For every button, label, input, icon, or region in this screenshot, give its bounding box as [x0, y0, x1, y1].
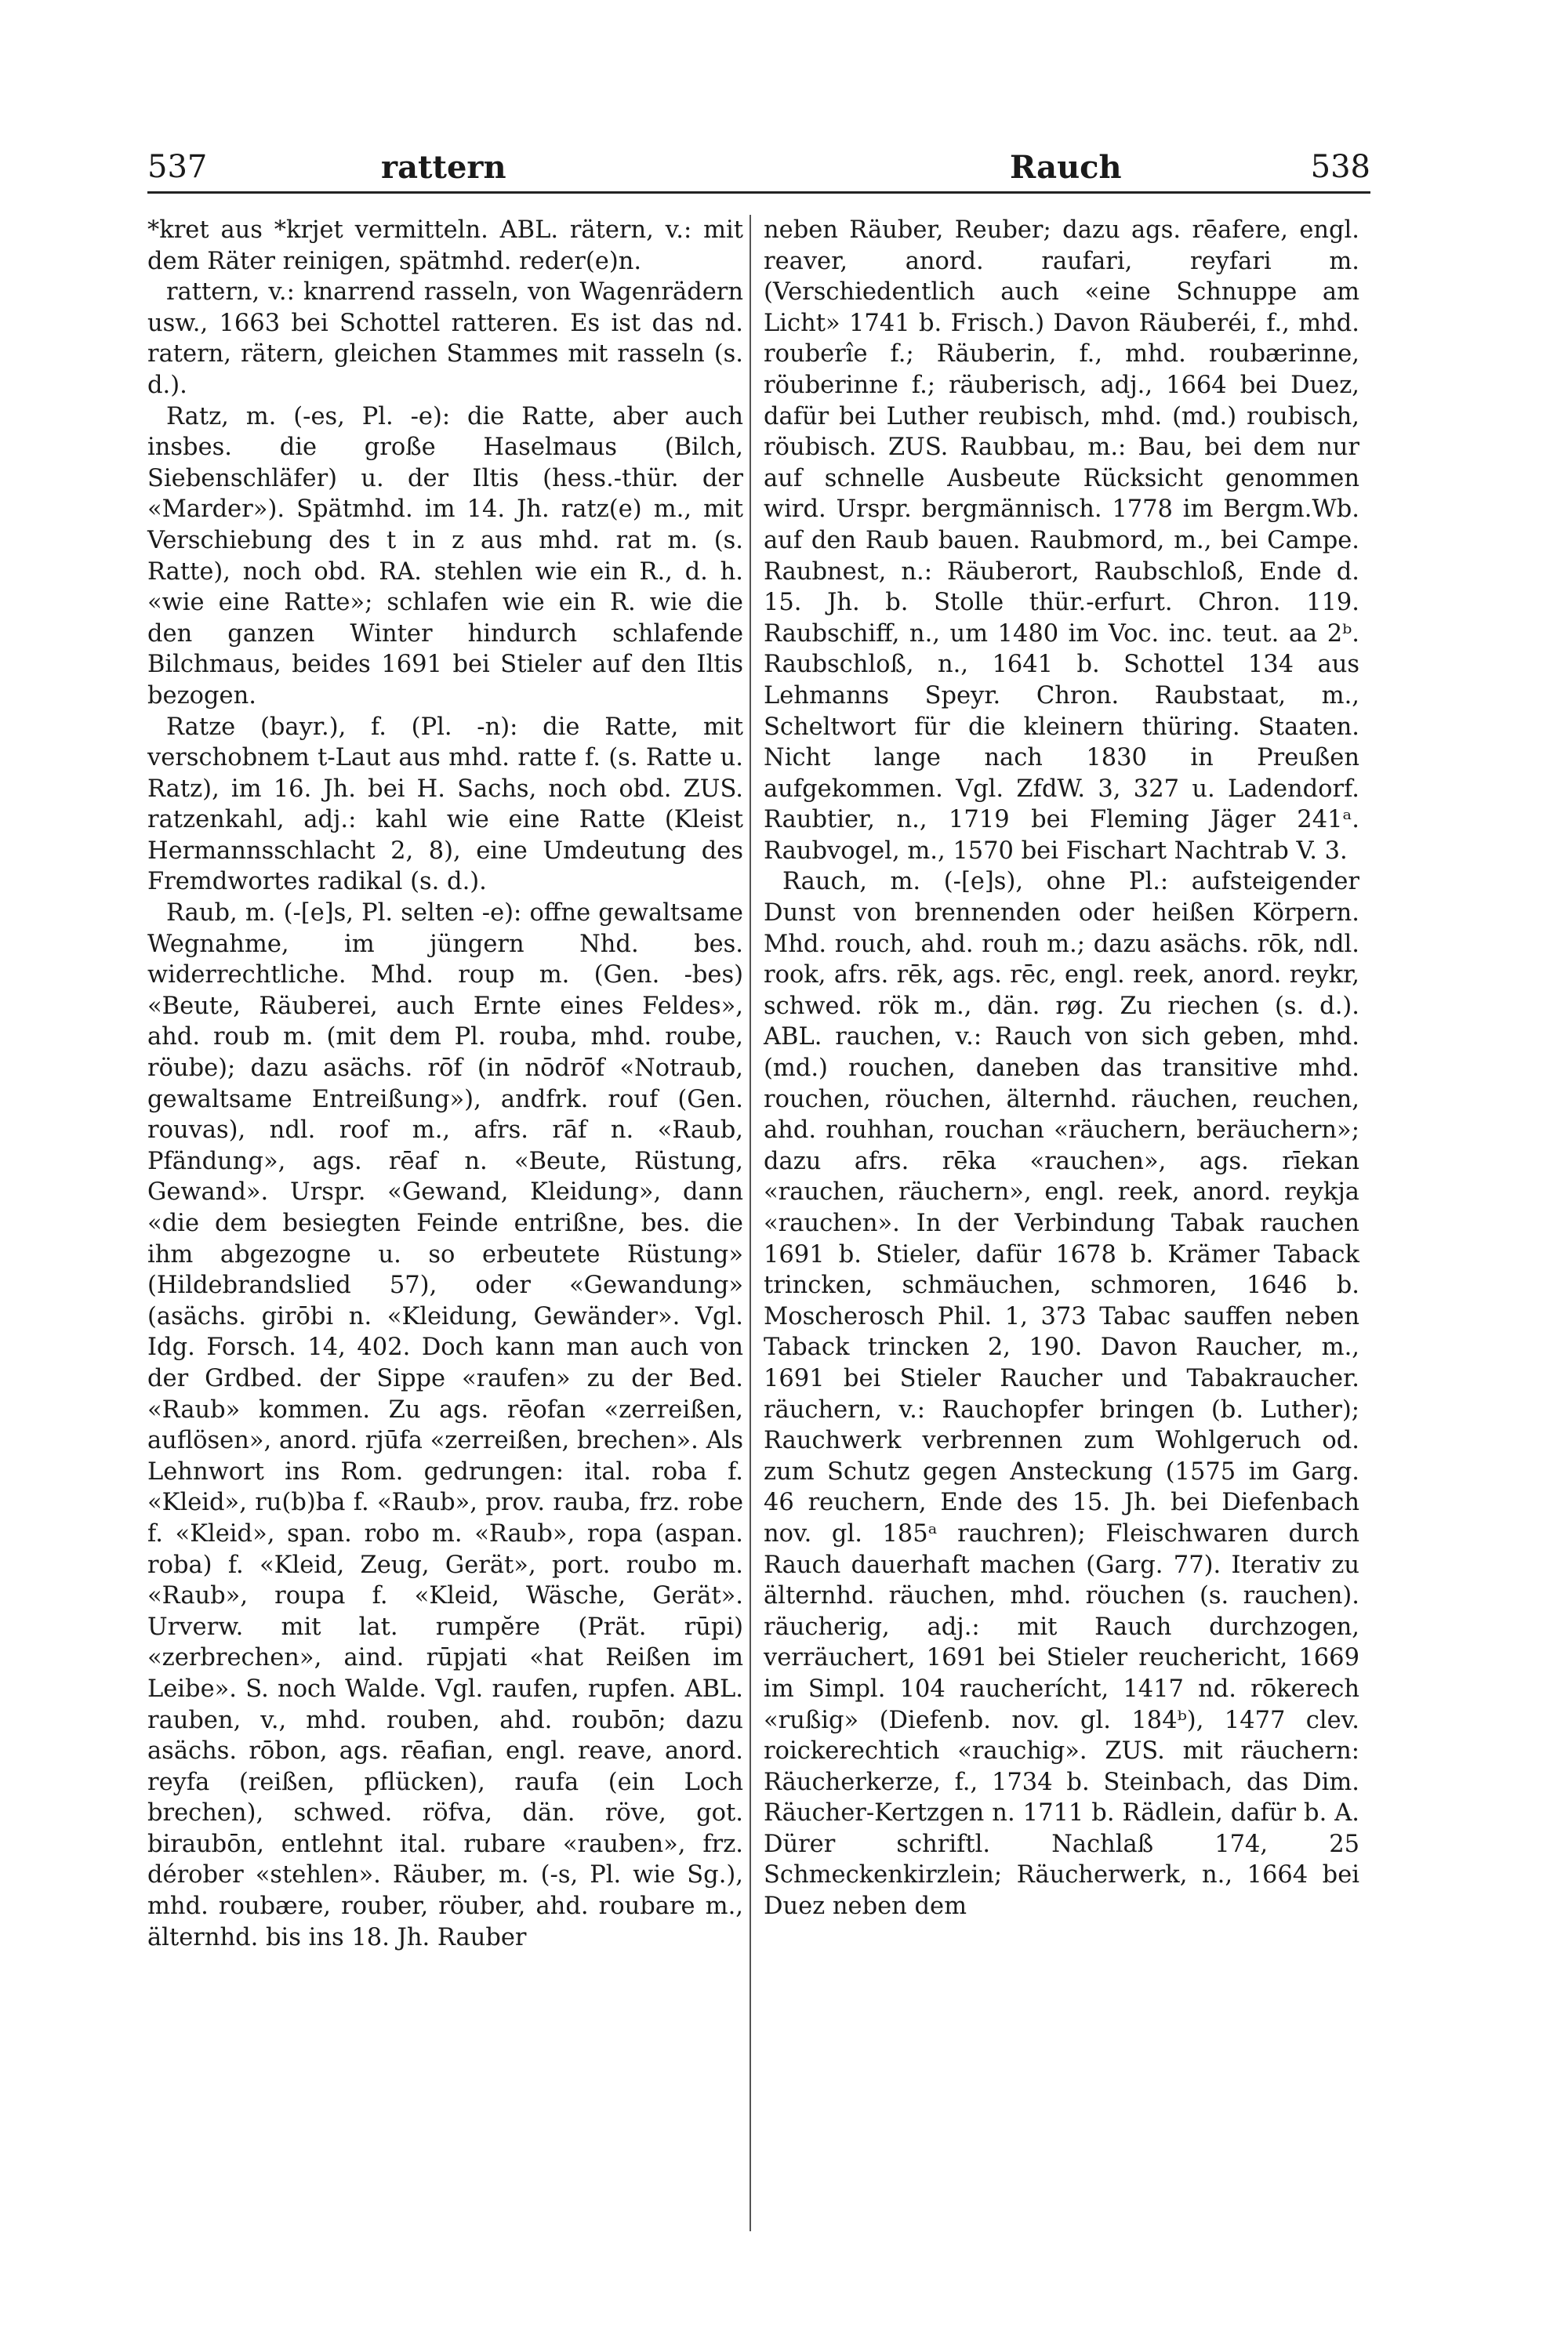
entry-paragraph: neben Räuber, Reuber; dazu ags. rēafere, engl. reaver, anord. raufari, reyfari m. (Verschiedentlich auch «eine Schnuppe am Licht» 1741 b. Frisch.) Davon Räuberéi, f., mhd. rouberîe f.; Räuberin, f., mhd. roubærinne, röuberinne f.; räuberisch, adj., 1664 bei Duez, dafür bei Luther reubisch, mhd. (md.) roubisch, röubisch. ZUS. Raubbau, m.: Bau, bei dem nur auf schnelle Ausbeute Rücksicht genommen wird. Urspr. bergmännisch. 1778 im Bergm.Wb. auf den Raub bauen. Raubmord, m., bei Campe. Raubnest, n.: Räuberort, Raubschloß, Ende d. 15. Jh. b. Stolle thür.-erfurt. Chron. 119. Raubschiff, n., um 1480 im Voc. inc. teut. aa 2ᵇ. Raubschloß, n., 1641 b. Schottel 134 aus Lehmanns Speyr. Chron. Raubstaat, m., Scheltwort für die kleinern thüring. Staaten. Nicht lange nach 1830 in Preußen aufgekommen. Vgl. ZfdW. 3, 327 u. Ladendorf. Raubtier, n., 1719 bei Fleming Jäger 241ᵃ. Raubvogel, m., 1570 bei Fischart Nachtrab V. 3. — [764, 216, 1359, 865]
left-page-number: 537 — [147, 149, 208, 185]
page-header — [147, 149, 1370, 193]
right-page-number: 538 — [1310, 149, 1370, 185]
entry-paragraph: Raub, m. (-[e]s, Pl. selten -e): offne gewaltsame Wegnahme, im jüngern Nhd. bes. widerrechtliche. Mhd. roup m. (Gen. -bes) «Beute, Räuberei, auch Ernte eines Feldes», ahd. roub m. (mit dem Pl. rouba, mhd. roube, röube); dazu asächs. rōf (in nōdrōf «Notraub, gewaltsame Entreißung»), andfrk. rouf (Gen. rouvas), ndl. roof m., afrs. rāf n. «Raub, Pfändung», ags. rēaf n. «Beute, Rüstung, Gewand». Urspr. «Gewand, Kleidung», dann «die dem besiegten Feinde entrißne, bes. die ihm abgezogne u. so erbeutete Rüstung» (Hildebrandslied 57), oder «Gewandung» (asächs. girōbi n. «Kleidung, Gewänder». Vgl. Idg. Forsch. 14, 402. Doch kann man auch von der Grdbed. der Sippe «raufen» zu der Bed. «Raub» kommen. Zu ags. rēofan «zerreißen, auflösen», anord. rjūfa «zerreißen, brechen». Als Lehnwort ins Rom. gedrungen: ital. roba f. «Kleid», ru(b)ba f. «Raub», prov. rauba, frz. robe f. «Kleid», span. robo m. «Raub», ropa (aspan. roba) f. «Kleid, Zeug, Gerät», port. roubo m. «Raub», roupa f. «Kleid, Wäsche, Gerät». Urverw. mit lat. rumpĕre (Prät. rūpi) «zerbrechen», aind. rūpjati «hat Reißen im Leibe». S. noch Walde. Vgl. raufen, rupfen. ABL. rauben, v., mhd. rouben, ahd. roubōn; dazu asächs. rōbon, ags. rēafian, engl. reave, anord. reyfa (reißen, pflücken), raufa (ein Loch brechen), schwed. röfva, dän. röve, got. biraubōn, entlehnt ital. rubare «rauben», frz. dérober «stehlen». Räuber, m. (-s, Pl. wie Sg.), mhd. roubære, rouber, röuber, ahd. roubare m., älternhd. bis ins 18. Jh. Rauber — [147, 899, 743, 1951]
left-running-headword: rattern — [381, 149, 506, 186]
entry-paragraph: Ratze (bayr.), f. (Pl. -n): die Ratte, mit verschobnem t-Laut aus mhd. ratte f. (s. Ratte u. Ratz), im 16. Jh. bei H. Sachs, noch obd. ZUS. ratzenkahl, adj.: kahl wie eine Ratte (Kleist Hermannsschlacht 2, 8), eine Umdeutung des Fremdwortes radikal (s. d.). — [147, 713, 743, 896]
right-column — [764, 215, 1359, 1922]
entry-paragraph: rattern, v.: knarrend rasseln, von Wagenrädern usw., 1663 bei Schottel ratteren. Es ist das nd. ratern, rätern, gleichen Stammes mit rasseln (s. d.). — [147, 278, 743, 399]
entry-paragraph: *kret aus *krjet vermitteln. ABL. rätern, v.: mit dem Räter reinigen, spätmhd. reder(e)n. — [147, 216, 743, 275]
header-rule — [147, 191, 1370, 194]
entry-paragraph: Rauch, m. (-[e]s), ohne Pl.: aufsteigender Dunst von brennenden oder heißen Körpern. Mhd. rouch, ahd. rouh m.; dazu asächs. rōk, ndl. rook, afrs. rēk, ags. rēc, engl. reek, anord. reykr, schwed. rök m., dän. røg. Zu riechen (s. d.). ABL. rauchen, v.: Rauch von sich geben, mhd. (md.) rouchen, daneben das transitive mhd. rouchen, röuchen, älternhd. räuchen, reuchen, ahd. rouhhan, rouchan «räuchern, beräuchern»; dazu afrs. rēka «rauchen», ags. rīekan «rauchen, räuchern», engl. reek, anord. reykja «rauchen». In der Verbindung Tabak rauchen 1691 b. Stieler, dafür 1678 b. Krämer Taback trincken, schmäuchen, schmoren, 1646 b. Moscherosch Phil. 1, 373 Tabac sauffen neben Taback trincken 2, 190. Davon Raucher, m., 1691 bei Stieler Raucher und Tabakraucher. räuchern, v.: Rauchopfer bringen (b. Luther); Rauchwerk verbrennen zum Wohlgeruch od. zum Schutz gegen Ansteckung (1575 im Garg. 46 reuchern, Ende des 15. Jh. bei Diefenbach nov. gl. 185ᵃ rauchren); Fleischwaren durch Rauch dauerhaft machen (Garg. 77). Iterativ zu älternhd. räuchen, mhd. röuchen (s. rauchen). räucherig, adj.: mit Rauch durchzogen, verräuchert, 1691 bei Stieler reuchericht, 1669 im Simpl. 104 raucherícht, 1417 nd. rōkerech «rußig» (Diefenb. nov. gl. 184ᵇ), 1477 clev. roickerechtich «rauchig». ZUS. mit räuchern: Räucherkerze, f., 1734 b. Steinbach, das Dim. Räucher-Kertzgen n. 1711 b. Rädlein, dafür b. A. Dürer schriftl. Nachlaß 174, 25 Schmeckenkirzlein; Räucherwerk, n., 1664 bei Duez neben dem — [764, 868, 1359, 1921]
right-running-headword: Rauch — [1010, 149, 1122, 186]
entry-paragraph: Ratz, m. (-es, Pl. -e): die Ratte, aber auch insbes. die große Haselmaus (Bilch, Siebenschläfer) u. der Iltis (hess.-thür. der «Marder»). Spätmhd. im 14. Jh. ratz(e) m., mit Verschiebung des t in z aus mhd. rat m. (s. Ratte), noch obd. RA. stehlen wie ein R., d. h. «wie eine Ratte»; schlafen wie ein R. wie die den ganzen Winter hindurch schlafende Bilchmaus, beides 1691 bei Stieler auf den Iltis bezogen. — [147, 402, 743, 710]
column-divider — [750, 215, 751, 2231]
left-column — [147, 215, 743, 1953]
